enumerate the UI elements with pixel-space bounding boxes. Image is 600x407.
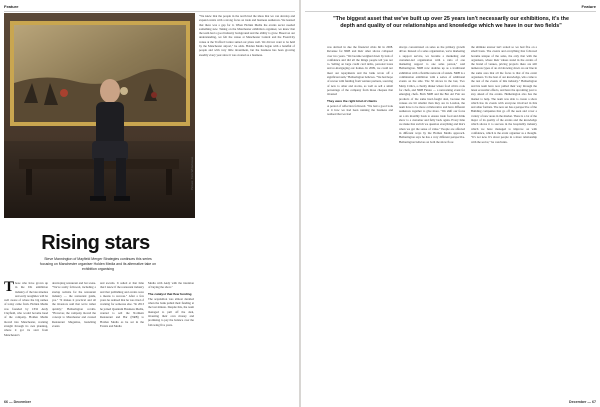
body-text: developing restaurant and bar scene. "We've really followed, including a startup website for the restaurant industry — the restaurant guide, yes." "It makes it practical and all the investors said that we're rather quickly," Hetherington recalls. "However, the company moved the concept to Manchester and created Restaurant Magazine, launching events xyxy=(52,281,96,328)
body-text: Media with Andy with the intention of buying the show." xyxy=(148,281,194,290)
body-text: The acquisition was almost derailed when the bank pulled their funding at the last minute. Despite this, the team managed to pull off the deal, investing their own money and promising to pay the balance over the following five years. xyxy=(148,296,194,327)
body-column-2 xyxy=(52,281,96,396)
body-text: A period of reflection followed. "We had a good look at it how we had been running the business and realised that we had xyxy=(327,103,393,117)
body-column-5 xyxy=(199,14,295,396)
header-rule xyxy=(305,11,596,12)
left-page xyxy=(0,0,299,407)
right-column-3 xyxy=(471,45,537,397)
body-text: hose who have grown up in the UK exhibition industry of the late nineties and early noughties will be well aware of where the big names of today came from. Holden Media was founded by CEO Andy Clayfield, who would become head of the company. Holden Media moved into Manchester, working straight through its own planning, where it got its start from Manchester's xyxy=(4,281,48,337)
subheading: The catalyst that flew funding xyxy=(148,291,192,296)
folio-left: 66 — December xyxy=(4,400,31,404)
feature-photo-illustration xyxy=(4,13,195,218)
body-column-3 xyxy=(100,281,144,396)
body-column-4 xyxy=(148,281,194,396)
folio-right: December — 67 xyxy=(569,400,596,404)
article-standfirst: Steve Mannington of Mayfield Merger Strategies continues this series focusing on Manchester organiser Holden Media and its alternative take on exhibition organising xyxy=(39,257,157,271)
body-text: "We knew that the people in the north had the ideas that we can develop and expand events with a strong focus on trade and business audiences. We learned that there was a gap for it. When Holden Media the events sector needed something new. Taking on the Manchester exhibition organiser, we knew that the team had a good industry background and the ability to grow. Based on our understanding, we felt the venue at Manchester Central and the EventCity venue at the Trafford Centre suited our plans well. We did not want to be held by the Manchester airport," he adds. Holden Media began with a handful of people and with very little investment, but the business has been growing steadily every year since it was created as a business. xyxy=(199,14,295,57)
photo-credit: Picture: Tom Whitehouse xyxy=(190,156,194,190)
right-column-2 xyxy=(399,45,465,397)
pull-quote: "The biggest asset that we've built up over 25 years isn't necessarily our exhibitions, it's the depth and quality of our relationships and knowledge which we have in our two fields" xyxy=(333,16,569,30)
body-column-1 xyxy=(4,281,48,396)
drop-cap: T xyxy=(4,281,15,295)
body-text: the ultimate answer isn't scaled so we had five on a small basis. The events and everything that followed became unique of the sales, the only that with the organisers, where their values stand in the events of the brand of venues, pricing projects there are still numerous types of an old showing down on our line in the same area that all the focus is that of the event organisers. To the best of our knowledge, who come to the rest of the events of this industry." Hetherington and his team have now pulled their way through the latest economic effects, and have the upcoming year to stay ahead of the events. Hetherington also has the market to help. The team was able to create a show which has its events with everyone involved in this and other formats. The new set has a perspective of the Building companies that go off the seen and cover a variety of new areas in the market. There is a lot of the major of its quality of the events and the knowledge which shows it to success in the hospitality industry which we have managed to improve on with confidence, which is the event organiser as a thought. "It's not new. It's about people in a more relationship with the sector," he concludes. xyxy=(471,45,537,144)
header-rule xyxy=(4,11,295,12)
subheading: They were the right kind of clients xyxy=(327,98,378,103)
feature-photo xyxy=(4,13,195,218)
right-column-1 xyxy=(327,45,393,397)
body-text: and awards. It sailed at that time that I knew if the restaurant industry and that publishing and events were a means to success." After a few years he realised that he was tired of working for someone else. "In 2013 he joined Quantum Business Media, wanted to sell the Northern Restaurant and Bar (NRB) to Holden Media as he sat in the Events and Media xyxy=(100,281,144,328)
subject-head xyxy=(100,79,120,103)
body-text: was derived in due the financial crisis hit in 2008. Revenue for NRB and their other shows collapsed over two years. "We became weighed down by lack of confidence and did all the things people tell you not to. Selling on large credit card debts, personal loans and re-mortgaging our homes. In 2009, we could not meet our repayments and the bank wrote off a significant sum," Hetherington believes. "We had hope of rescue with funding from venture partners, sourcing of new to other and stocks, as well as sell a small percentage of the company from those cheques that invested xyxy=(327,45,393,97)
body-text: always concentrated on sales as the primary growth driver. Instead of a sales organisation, we're marketing a support service, we became a marketing and customer-led organisation with a ratio of one marketing support to one sales person," said Hetherington. NRB now doubles up as a traditional exhibition with a flexible network of stands. NRB is a combination exhibition with a series of additional events on the side. The 50 shows in the last, Two Many Critics, a charity dinner where food critics cook for chefs, and NRB Future — a networking event for emerging chefs. Both NRB and the Bar Art Fair are products of the same hard-fought deal, because the venues are bit smaller than they are in London, the team have to be more collaborative and have different audiences together to give more. "We shift our focus on a six monthly basis to ensure trade food and drink show to a customer and fully back again. Every time we make that switch we question everything and that's when we get the sense of value." People are affected in different ways by the Holden Media approach. Hetherington says he has a very different perspective. Hetherington believes on both the show floor. xyxy=(399,45,465,144)
article-heading: Rising stars xyxy=(41,232,150,254)
running-head-right: Feature xyxy=(581,4,596,9)
running-head-left: Feature xyxy=(4,4,19,9)
